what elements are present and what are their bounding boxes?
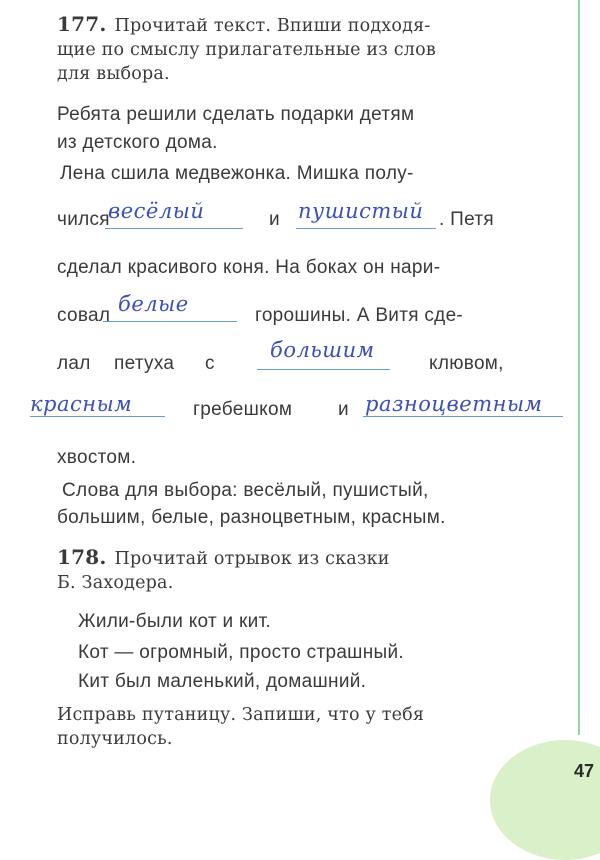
exercise-178-number: 178. <box>57 545 107 569</box>
answer-blank-3[interactable] <box>103 321 237 322</box>
exercise-178-instruction <box>57 545 527 595</box>
word-bank-line-1: Слова для выбора: весёлый, пушистый, <box>62 480 429 501</box>
text-line: клювом, <box>429 353 504 374</box>
task-line-2: получилось. <box>57 729 173 749</box>
poem-line-2: Кот — огромный, просто страшный. <box>78 642 404 663</box>
text-line: гребешком <box>193 399 293 420</box>
answer-blank-6[interactable] <box>363 416 563 417</box>
text-line: . Петя <box>439 209 494 230</box>
poem-line-3: Кит был маленький, домашний. <box>78 671 367 692</box>
instruction-line-1: Прочитай отрывок из сказки <box>114 549 390 569</box>
answer-blank-4[interactable] <box>257 369 390 370</box>
exercise-177-instruction <box>57 12 527 86</box>
text-line: горошины. А Витя сде- <box>255 305 464 326</box>
handwritten-answer-6: разноцветным <box>365 392 543 416</box>
handwritten-answer-5: красным <box>30 392 133 416</box>
text-line: и <box>338 399 349 420</box>
text-line: петуха <box>114 353 175 374</box>
page-corner-decoration <box>490 740 600 860</box>
handwritten-answer-1: весёлый <box>108 199 205 223</box>
text-line: хвостом. <box>57 447 137 468</box>
handwritten-answer-3: белые <box>118 292 189 316</box>
instruction-line-2: Б. Заходера. <box>57 573 174 593</box>
instruction-line-1: Прочитай текст. Впиши подходя- <box>114 16 431 36</box>
handwritten-answer-4: большим <box>270 338 375 362</box>
answer-blank-5[interactable] <box>30 416 165 417</box>
page-border-line <box>578 0 580 735</box>
handwritten-answer-2: пушистый <box>298 199 424 223</box>
answer-blank-2[interactable] <box>296 228 436 229</box>
poem-line-1: Жили-были кот и кит. <box>78 611 272 632</box>
instruction-line-3: для выбора. <box>57 64 170 84</box>
answer-blank-1[interactable] <box>105 228 243 229</box>
task-line-1: Исправь путаницу. Запиши, что у тебя <box>57 705 425 725</box>
page-number: 47 <box>573 761 594 781</box>
exercise-177-number: 177. <box>57 12 107 36</box>
text-line: совал <box>57 305 111 326</box>
instruction-line-2: щие по смыслу прилагательные из слов <box>57 40 436 60</box>
text-line: с <box>205 353 215 374</box>
word-bank-line-2: большим, белые, разноцветным, красным. <box>57 507 446 528</box>
text-line: и <box>269 209 280 230</box>
text-line: чился <box>57 209 110 230</box>
text-line: Ребята решили сделать подарки детям <box>57 104 415 125</box>
text-line: лал <box>57 353 91 374</box>
exercise-178-task <box>57 703 527 751</box>
text-line: Лена сшила медвежонка. Мишка полу- <box>60 163 414 184</box>
text-line: из детского дома. <box>57 132 218 153</box>
text-line: сделал красивого коня. На боках он нари- <box>57 257 441 278</box>
